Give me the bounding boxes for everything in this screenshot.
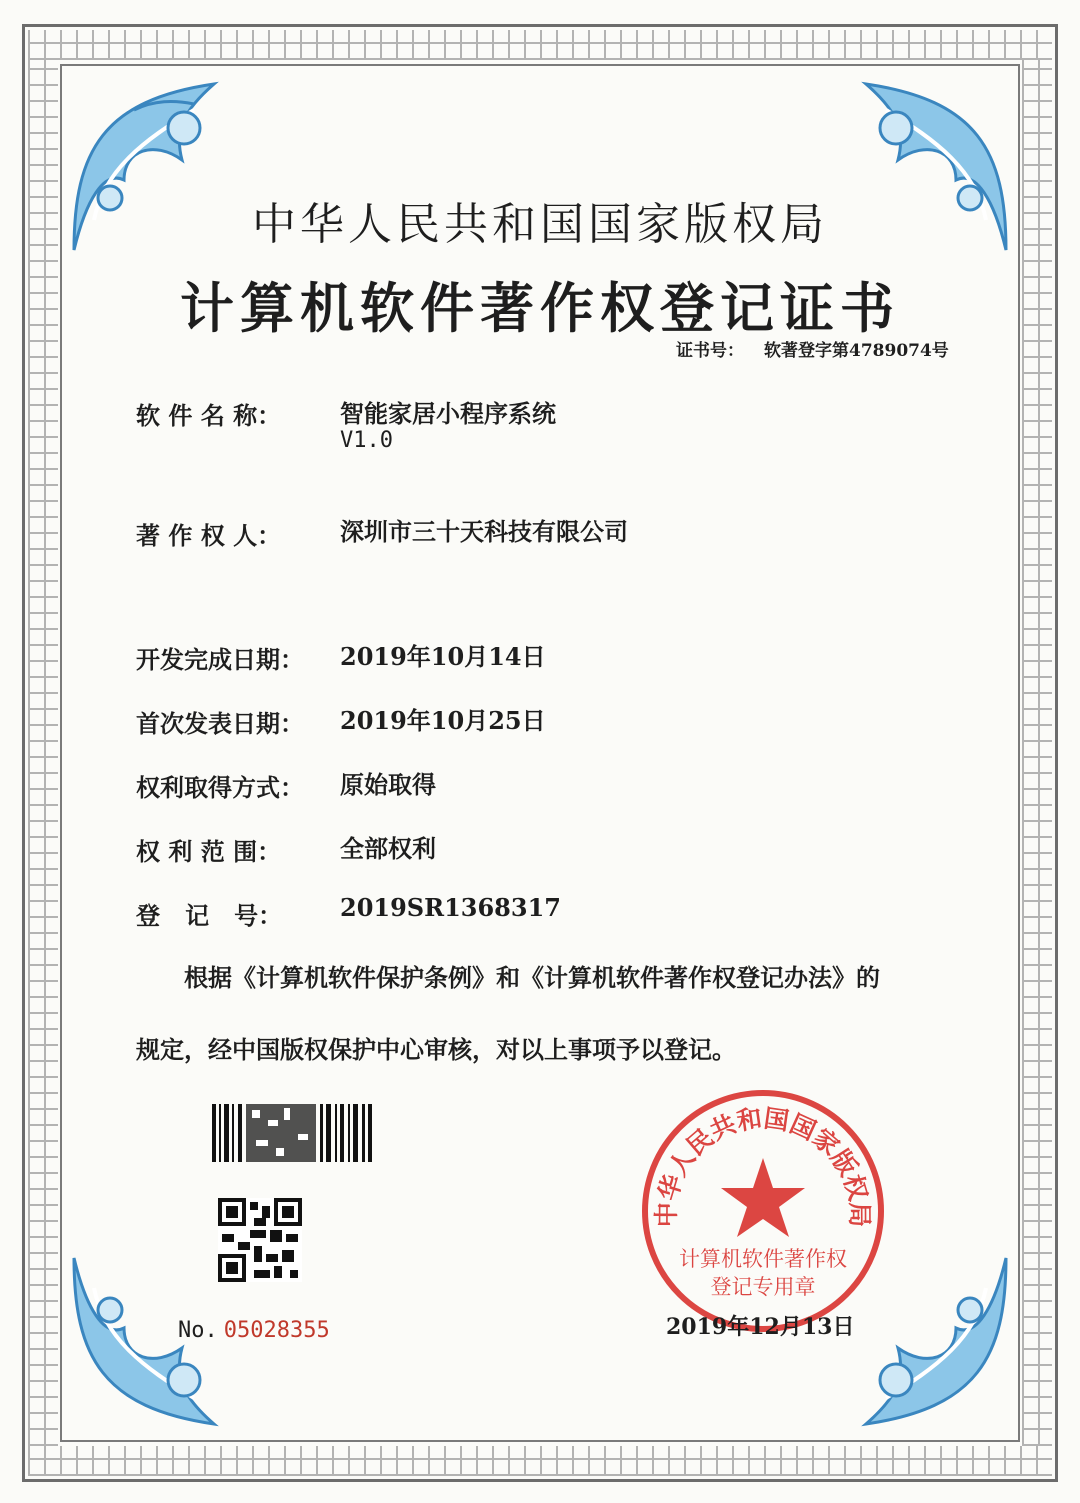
field-value-publication-date: 2019年10月25日 (340, 706, 546, 735)
field-label-rights-scope: 权 利 范 围： (136, 837, 282, 866)
field-value-registration-number: 2019SR1368317 (340, 893, 561, 922)
seal-inner-line-2: 登记专用章 (710, 1275, 816, 1299)
statement-line-2: 规定，经中国版权保护中心审核，对以上事项予以登记。 (136, 1035, 736, 1064)
barcode-image (212, 1104, 372, 1162)
field-value-software-version: V1.0 (340, 428, 393, 453)
field-value-completion-date: 2019年10月14日 (340, 642, 546, 671)
official-seal (640, 1088, 886, 1334)
issue-date: 2019年12月13日 (666, 1314, 855, 1340)
field-value-rights-scope: 全部权利 (340, 834, 436, 863)
field-label-acquisition-method: 权利取得方式： (136, 773, 304, 802)
seal-outer-text: 中华人民共和国国家版权局 (651, 1103, 875, 1228)
field-value-copyright-owner: 深圳市三十天科技有限公司 (340, 517, 628, 546)
field-value-acquisition-method: 原始取得 (340, 770, 436, 799)
field-label-registration-number: 登 记 号： (136, 901, 283, 930)
serial-number-value: 05028355 (223, 1318, 330, 1343)
certificate-number-label: 证书号： (676, 341, 744, 361)
serial-prefix: No. (178, 1318, 218, 1343)
field-label-completion-date: 开发完成日期： (136, 645, 304, 674)
qr-code-image (218, 1198, 302, 1282)
certificate-number (676, 336, 949, 361)
seal-inner-line-1: 计算机软件著作权 (679, 1247, 847, 1271)
field-label-copyright-owner: 著 作 权 人： (136, 521, 282, 550)
agency-title: 中华人民共和国国家版权局 (252, 199, 828, 250)
certificate-number-value: 软著登字第4789074号 (764, 341, 949, 361)
serial-number (178, 1318, 330, 1343)
field-value-software-name: 智能家居小程序系统 (340, 399, 556, 428)
field-label-publication-date: 首次发表日期： (136, 709, 304, 738)
certificate-title: 计算机软件著作权登记证书 (180, 276, 900, 340)
statement-line-1: 根据《计算机软件保护条例》和《计算机软件著作权登记办法》的 (184, 963, 880, 992)
field-label-software-name: 软 件 名 称： (136, 401, 282, 430)
